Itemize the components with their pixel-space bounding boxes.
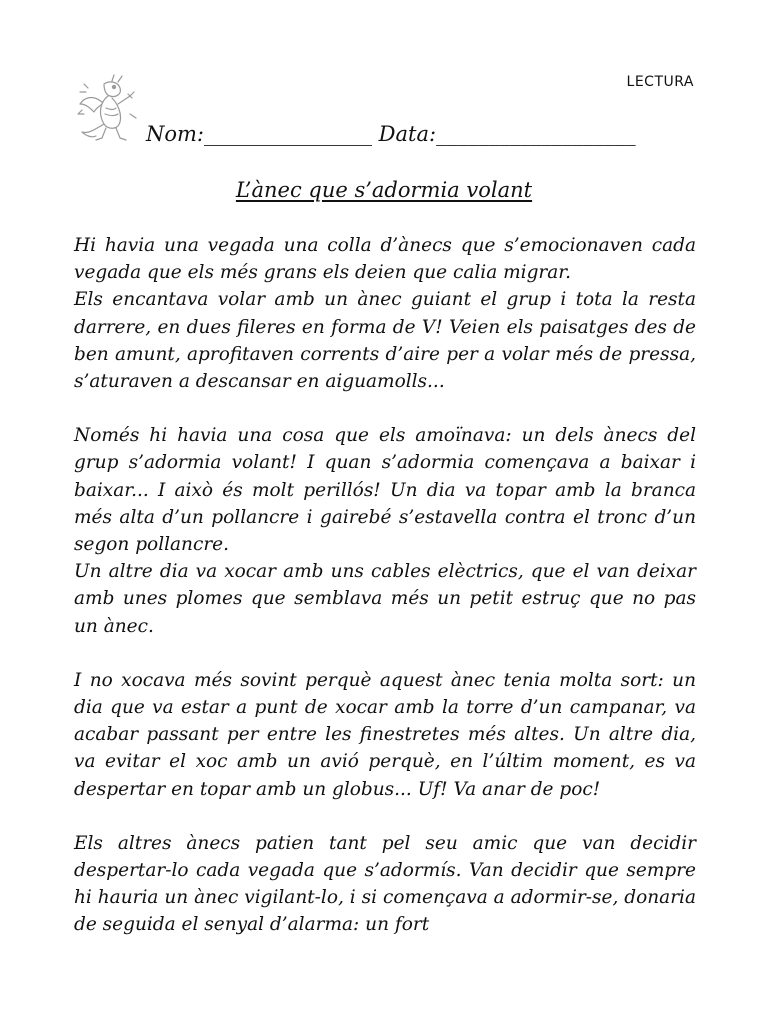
paragraph: Hi havia una vegada una colla d’ànecs que s’emocionaven cada vegada que els més grans els deien que calia migrar. (74, 235, 696, 284)
paragraph: Només hi havia una cosa que els amoïnava: un dels ànecs del grup s’adormia volant! I quan s’adormia començava a baixar i baixar... I això és molt perillós! Un dia va topar amb la branca més alta d’un pollancre i gairebé s’estavella contra el tronc d’un segon pollancre. (74, 425, 696, 556)
paragraph: I no xocava més sovint perquè aquest ànec tenia molta sort: un dia que va estar a punt de xocar amb la torre d’un campanar, va acabar passant per entre les finestretes més altes. Un altre dia, va evitar el xoc amb un avió perquè, en l’últim moment, es va despertar en topar amb un globus... Uf! Va anar de poc! (74, 669, 696, 800)
name-date-fields: Nom:________________ Data:___________________ (146, 122, 636, 146)
paragraph: Els encantava volar amb un ànec guiant el grup i tota la resta darrere, en dues fileres en forma de V! Veien els paisatges des de ben amunt, aprofitaven corrents d’aire per a volar més de pressa, s’aturaven a descansar en aiguamolls... (74, 289, 696, 393)
paragraph: Un altre dia va xocar amb uns cables elèctrics, que el van deixar amb unes plomes que semblava més un petit estruç que no pas un ànec. (74, 561, 696, 637)
paragraph: Els altres ànecs patien tant pel seu amic que van decidir despertar-lo cada vegada que s’adormís. Van decidir que sempre hi hauria un ànec vigilant-lo, i si començava a adormir-se, donaria de seguida el senyal d’alarma: un fort (74, 832, 696, 936)
story-title: L’ànec que s’adormia volant (235, 178, 533, 202)
dragon-icon (74, 74, 140, 146)
dragon-illustration-logo (74, 74, 140, 146)
story-body (74, 232, 696, 939)
section-label: LECTURA (626, 74, 694, 90)
